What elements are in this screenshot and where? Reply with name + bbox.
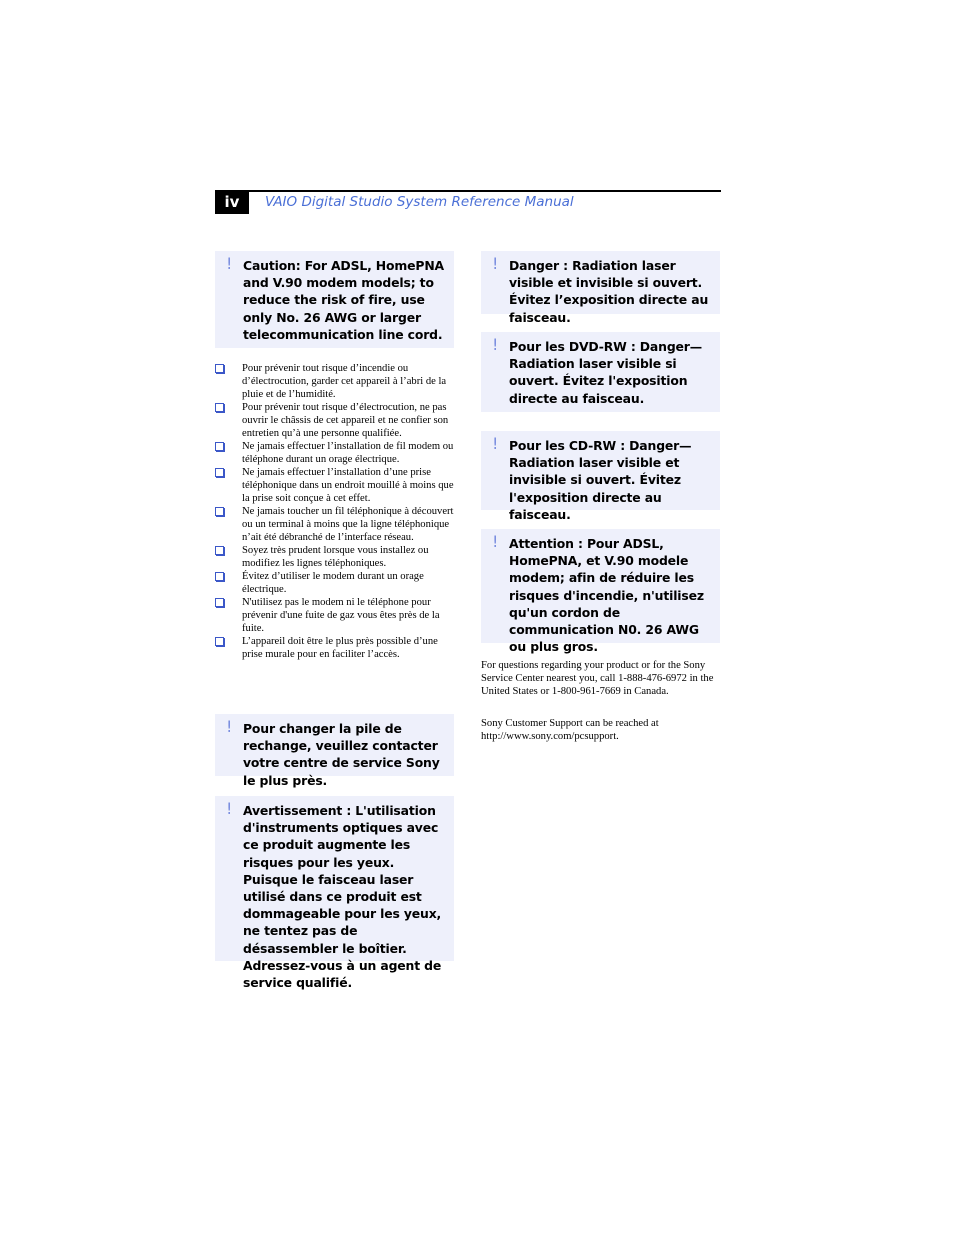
running-title: VAIO Digital Studio System Reference Manual: [265, 194, 574, 210]
notice-caution-modem-en: [215, 251, 454, 348]
notice-text: Pour les DVD-RW : Danger— Radiation laser visible si ouvert. Évitez l'exposition directe au faisceau.: [509, 339, 702, 406]
notice-battery: [215, 714, 454, 788]
list-item: [215, 362, 455, 401]
list-item-text: Ne jamais toucher un fil téléphonique à découvert ou un terminal à moins que la ligne téléphonique n’ait été débranché de l’interface réseau.: [242, 506, 454, 543]
notice-optical-warning: [215, 796, 454, 991]
list-item-text: N'utilisez pas le modem ni le téléphone pour prévenir d'une fuite de gaz vous êtes près de la fuite.: [242, 597, 440, 634]
checkbox-bullet-icon: [215, 442, 224, 451]
list-item: [215, 635, 455, 661]
notice-cd-rw: [481, 431, 720, 522]
list-item: [215, 505, 455, 544]
list-item: [215, 466, 455, 505]
checkbox-bullet-icon: [215, 507, 224, 516]
notice-text: Pour changer la pile de rechange, veuillez contacter votre centre de service Sony le plus près.: [243, 721, 440, 788]
list-item-text: L’appareil doit être le plus près possible d’une prise murale pour en faciliter l’accès.: [242, 636, 438, 660]
exclamation-mark-icon: !: [226, 254, 233, 273]
list-item: [215, 544, 455, 570]
checkbox-bullet-icon: [215, 572, 224, 581]
notice-attention-modem-fr: [481, 529, 720, 655]
page-number: iv: [215, 190, 249, 214]
list-item-text: Évitez d’utiliser le modem durant un orage électrique.: [242, 571, 424, 595]
checkbox-bullet-icon: [215, 598, 224, 607]
exclamation-mark-icon: !: [226, 717, 233, 736]
exclamation-mark-icon: !: [492, 434, 499, 453]
list-item-text: Ne jamais effectuer l’installation de fil modem ou téléphone durant un orage électrique.: [242, 441, 454, 465]
checkbox-bullet-icon: [215, 364, 224, 373]
notice-text: Attention : Pour ADSL, HomePNA, et V.90 modele modem; afin de réduire les risques d'incendie, n'utilisez qu'un cordon de communication N0. 26 AWG ou plus gros.: [509, 536, 704, 655]
checkbox-bullet-icon: [215, 546, 224, 555]
list-item-text: Pour prévenir tout risque d’électrocution, ne pas ouvrir le châssis de cet appareil et ne confier son entretien qu’à une personne qualifiée.: [242, 402, 449, 439]
support-web-info: Sony Customer Support can be reached at http://www.sony.com/pcsupport.: [481, 718, 659, 742]
list-item: [215, 401, 455, 440]
list-item: [215, 570, 455, 596]
list-item: [215, 440, 455, 466]
list-item: [215, 596, 455, 635]
notice-text: Danger : Radiation laser visible et invisible si ouvert. Évitez l’exposition directe au faisceau.: [509, 258, 709, 325]
notice-text: Avertissement : L'utilisation d'instruments optiques avec ce produit augmente les risques pour les yeux. Puisque le faisceau laser utilisé dans ce produit est dommageable pour les yeux, ne tentez pas de désassembler le boîtier. Adressez-vous à un agent de service qualifié.: [243, 803, 442, 991]
checkbox-bullet-icon: [215, 468, 224, 477]
checkbox-bullet-icon: [215, 403, 224, 412]
notice-dvd-rw: [481, 332, 720, 412]
exclamation-mark-icon: !: [492, 335, 499, 354]
header-rule: [215, 190, 721, 192]
exclamation-mark-icon: !: [492, 532, 499, 551]
exclamation-mark-icon: !: [226, 799, 233, 818]
service-center-info: For questions regarding your product or for the Sony Service Center nearest you, call 1-888-476-6972 in the United States or 1-800-961-7669 in Canada.: [481, 660, 714, 697]
notice-text: Caution: For ADSL, HomePNA and V.90 modem models; to reduce the risk of fire, use only No. 26 AWG or larger telecommunication line cord.: [243, 258, 444, 342]
notice-laser-danger: [481, 251, 720, 325]
checkbox-bullet-icon: [215, 637, 224, 646]
notice-text: Pour les CD-RW : Danger— Radiation laser visible et invisible si ouvert. Évitez l'exposition directe au faisceau.: [509, 438, 692, 522]
list-item-text: Pour prévenir tout risque d’incendie ou d’électrocution, garder cet appareil à l’abri de la pluie et de l’humidité.: [242, 363, 447, 400]
safety-list: [215, 362, 455, 661]
exclamation-mark-icon: !: [492, 254, 499, 273]
list-item-text: Ne jamais effectuer l’installation d’une prise téléphonique dans un endroit mouillé à moins que la prise soit conçue à cet effet.: [242, 467, 454, 504]
list-item-text: Soyez très prudent lorsque vous installez ou modifiez les lignes téléphoniques.: [242, 545, 429, 569]
